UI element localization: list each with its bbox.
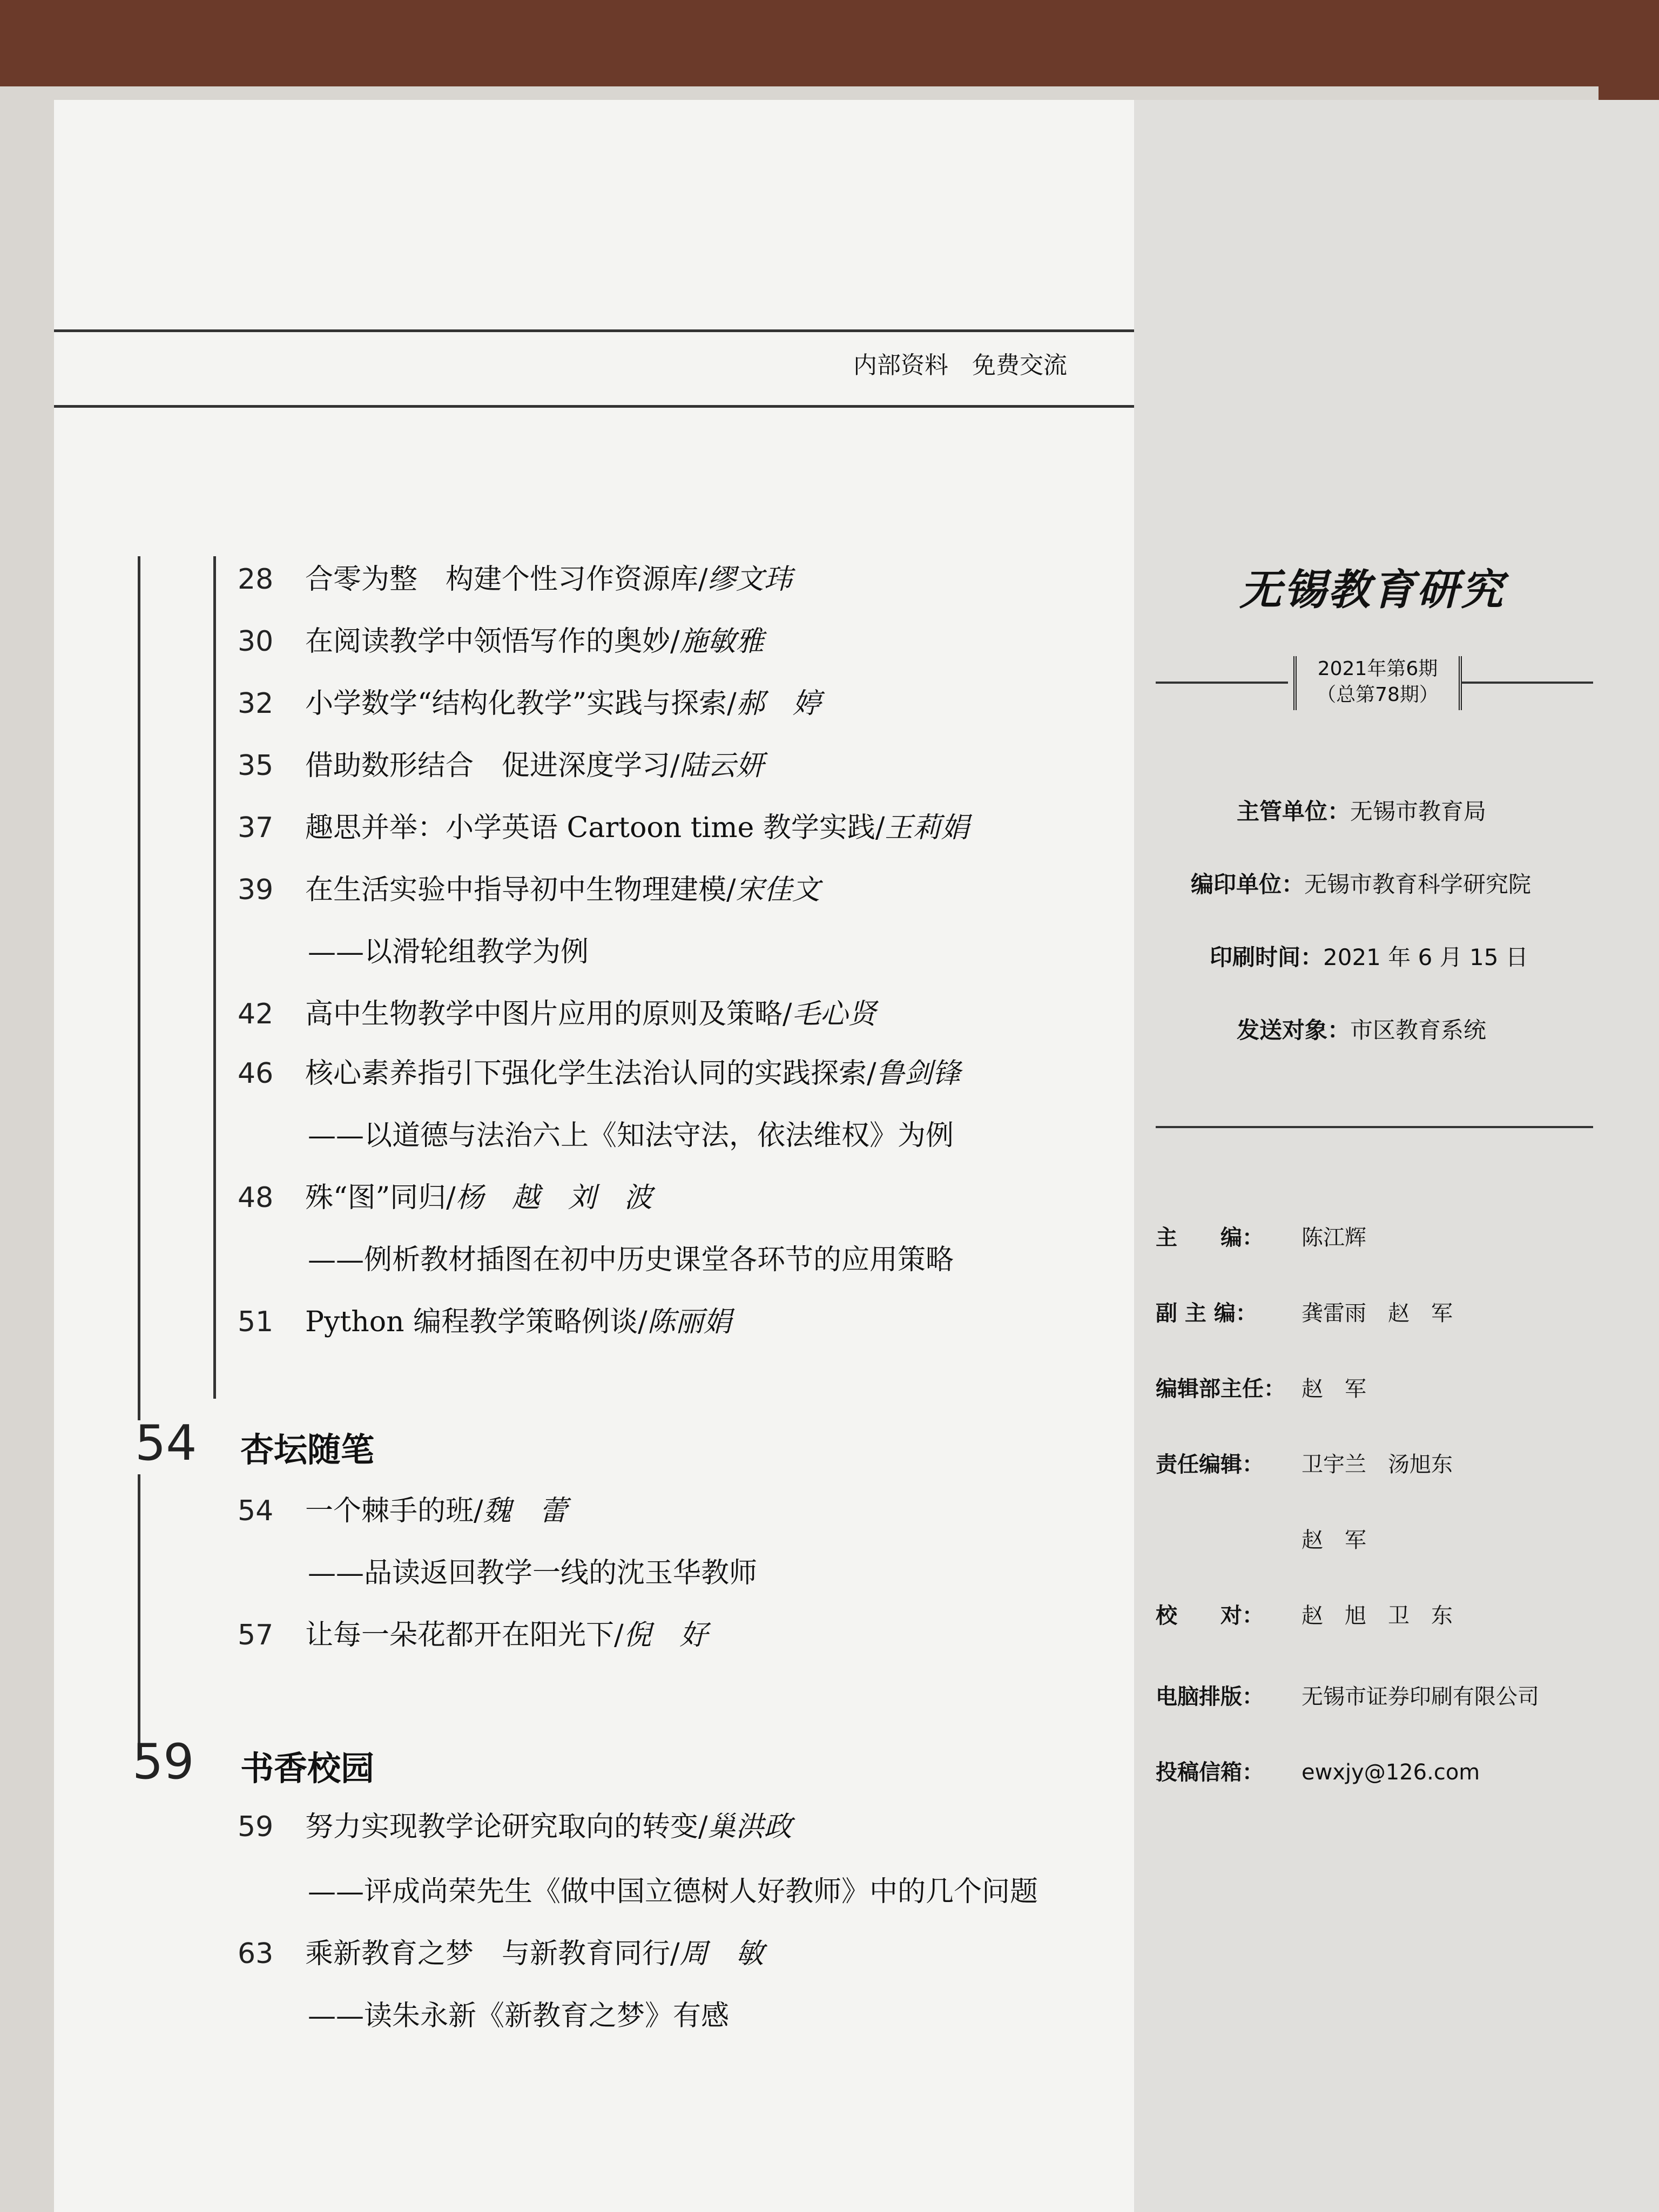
staff-label: 编辑部主任： xyxy=(1156,1377,1285,1401)
header-rule xyxy=(54,329,1134,332)
section-page-number: 54 xyxy=(135,1415,197,1472)
toc-title: 趣思并举：小学英语 Cartoon time 教学实践 xyxy=(305,812,875,844)
section-title: 书香校园 xyxy=(240,1749,375,1788)
toc-entry: 37 趣思并举：小学英语 Cartoon time 教学实践 / 王莉娟 xyxy=(238,805,969,845)
toc-title: Python 编程教学策略例谈 xyxy=(305,1306,638,1338)
info-row xyxy=(1237,1013,1486,1045)
toc-title: 合零为整 构建个性习作资源库 xyxy=(305,563,699,596)
toc-page-number: 63 xyxy=(238,1938,274,1970)
toc-author: 魏 蕾 xyxy=(483,1495,568,1527)
toc-subtitle: ——以滑轮组教学为例 xyxy=(308,936,589,968)
staff-row xyxy=(1156,1755,1480,1786)
toc-title: 借助数形结合 促进深度学习 xyxy=(305,750,671,782)
staff-value: 陈江辉 xyxy=(1301,1225,1366,1250)
toc-page-number: 37 xyxy=(238,812,274,844)
toc-page-number: 28 xyxy=(238,563,274,596)
toc-subtitle: ——以道德与法治六上《知法守法，依法维权》为例 xyxy=(308,1120,954,1152)
info-value: 无锡市教育局 xyxy=(1350,798,1487,825)
staff-value: 赵 军 xyxy=(1301,1528,1366,1553)
toc-page-number: 48 xyxy=(238,1182,274,1214)
journal-name: 无锡教育研究 xyxy=(1239,565,1506,615)
toc-entry: 46 核心素养指引下强化学生法治认同的实践探索 / 鲁剑锋 xyxy=(238,1050,961,1091)
toc-author: 宋佳文 xyxy=(736,874,820,906)
issue-number: 2021年第6期 xyxy=(1317,658,1438,680)
staff-value: ewxjy@126.com xyxy=(1301,1760,1480,1785)
header-rule-lower xyxy=(54,405,1134,408)
staff-label: 责任编辑： xyxy=(1156,1452,1264,1477)
toc-page-number: 32 xyxy=(238,687,274,720)
staff-label: 副 主 编： xyxy=(1156,1301,1257,1326)
toc-page-number: 57 xyxy=(238,1619,274,1651)
staff-value: 龚雷雨 赵 军 xyxy=(1301,1301,1453,1326)
info-label: 印刷时间： xyxy=(1210,944,1324,970)
info-value: 市区教育系统 xyxy=(1350,1017,1487,1043)
toc-entry: 59 努力实现教学论研究取向的转变 / 巢洪政 xyxy=(238,1804,792,1844)
toc-title: 在阅读教学中领悟写作的奥妙 xyxy=(305,625,671,658)
toc-author: 周 敏 xyxy=(679,1938,764,1970)
staff-label: 电脑排版： xyxy=(1156,1684,1264,1709)
toc-entry: 32 小学数学“结构化教学”实践与探索 / 郝 婷 xyxy=(238,680,821,721)
toc-title: 一个棘手的班 xyxy=(305,1495,474,1527)
toc-page-number: 46 xyxy=(238,1057,274,1090)
toc-title: 小学数学“结构化教学”实践与探索 xyxy=(305,687,727,720)
masthead-divider xyxy=(1156,1126,1593,1128)
info-value: 2021 年 6 月 15 日 xyxy=(1323,944,1528,970)
toc-author: 巢洪政 xyxy=(707,1811,792,1843)
toc-author: 鲁剑锋 xyxy=(876,1057,961,1090)
toc-author: 王莉娟 xyxy=(885,812,969,844)
info-label: 编印单位： xyxy=(1191,871,1305,898)
staff-row xyxy=(1156,1447,1453,1478)
toc-title: 努力实现教学论研究取向的转变 xyxy=(305,1811,699,1843)
toc-subtitle: ——读朱永新《新教育之梦》有感 xyxy=(308,2000,730,2032)
staff-value: 赵 旭 卫 东 xyxy=(1301,1603,1453,1628)
toc-page-number: 59 xyxy=(238,1811,274,1843)
toc-page-number: 42 xyxy=(238,998,274,1030)
info-row xyxy=(1237,794,1486,826)
staff-label: 主 编： xyxy=(1156,1225,1264,1250)
toc-entry: 57 让每一朵花都开在阳光下 / 倪 好 xyxy=(238,1612,708,1653)
info-row xyxy=(1210,940,1528,972)
toc-author: 陈丽娟 xyxy=(647,1306,732,1338)
toc-entry: 35 借助数形结合 促进深度学习 / 陆云妍 xyxy=(238,743,764,783)
toc-entry: 28 合零为整 构建个性习作资源库 / 缪文玮 xyxy=(238,556,792,597)
toc-entry: 63 乘新教育之梦 与新教育同行 / 周 敏 xyxy=(238,1931,764,1971)
toc-inner-rule xyxy=(213,556,216,1399)
staff-value: 卫宇兰 汤旭东 xyxy=(1301,1452,1453,1477)
section-title: 杏坛随笔 xyxy=(240,1430,375,1469)
toc-page-number: 35 xyxy=(238,750,274,782)
staff-value: 无锡市证券印刷有限公司 xyxy=(1301,1684,1539,1709)
toc-title: 在生活实验中指导初中生物理建模 xyxy=(305,874,727,906)
toc-entry: 42 高中生物教学中图片应用的原则及策略 / 毛心贤 xyxy=(238,991,876,1031)
staff-row xyxy=(1156,1599,1453,1629)
toc-author: 陆云妍 xyxy=(679,750,764,782)
staff-row xyxy=(1156,1680,1539,1710)
toc-page-number: 30 xyxy=(238,625,274,658)
toc-entry: 51 Python 编程教学策略例谈 / 陈丽娟 xyxy=(238,1299,732,1339)
staff-row xyxy=(1156,1296,1453,1327)
info-label: 主管单位： xyxy=(1237,798,1351,825)
toc-author: 毛心贤 xyxy=(792,998,876,1030)
staff-row xyxy=(1156,1523,1366,1554)
issue-total: （总第78期） xyxy=(1317,684,1439,706)
toc-author: 郝 婷 xyxy=(736,687,821,720)
toc-author: 杨 越 刘 波 xyxy=(455,1182,652,1214)
toc-subtitle: ——例析教材插图在初中历史课堂各环节的应用策略 xyxy=(308,1244,954,1276)
toc-title: 殊“图”同归 xyxy=(305,1182,447,1214)
staff-label: 投稿信箱： xyxy=(1156,1760,1264,1785)
staff-value: 赵 军 xyxy=(1301,1377,1366,1401)
toc-entry: 54 一个棘手的班 / 魏 蕾 xyxy=(238,1488,568,1528)
toc-subtitle: ——评成尚荣先生《做中国立德树人好教师》中的几个问题 xyxy=(308,1876,1038,1908)
toc-author: 缪文玮 xyxy=(707,563,792,596)
toc-page-number: 39 xyxy=(238,874,274,906)
masthead-column xyxy=(1134,100,1659,2212)
staff-row xyxy=(1156,1220,1366,1251)
toc-subtitle: ——品读返回教学一线的沈玉华教师 xyxy=(308,1557,758,1589)
toc-page-number: 51 xyxy=(238,1306,274,1338)
info-row xyxy=(1191,867,1531,899)
toc-author: 施敏雅 xyxy=(679,625,764,658)
toc-author: 倪 好 xyxy=(623,1619,708,1651)
toc-left-rule xyxy=(138,556,140,1420)
toc-title: 乘新教育之梦 与新教育同行 xyxy=(305,1938,671,1970)
staff-label: 校 对： xyxy=(1156,1603,1264,1628)
toc-entry: 39 在生活实验中指导初中生物理建模 / 宋佳文 xyxy=(238,867,820,907)
issue-box xyxy=(1293,656,1462,710)
issue-rule-right xyxy=(1461,682,1593,684)
toc-title: 核心素养指引下强化学生法治认同的实践探索 xyxy=(305,1057,867,1090)
toc-page-number: 54 xyxy=(238,1495,274,1527)
toc-entry: 30 在阅读教学中领悟写作的奥妙 / 施敏雅 xyxy=(238,618,764,659)
header-label: 内部资料 免费交流 xyxy=(853,352,1067,379)
toc-title: 高中生物教学中图片应用的原则及策略 xyxy=(305,998,783,1030)
info-value: 无锡市教育科学研究院 xyxy=(1304,871,1532,898)
section-page-number: 59 xyxy=(132,1734,194,1790)
issue-rule-left xyxy=(1156,682,1288,684)
staff-row xyxy=(1156,1372,1366,1402)
section-rule xyxy=(138,1474,140,1755)
toc-title: 让每一朵花都开在阳光下 xyxy=(305,1619,615,1651)
info-label: 发送对象： xyxy=(1237,1017,1351,1043)
toc-entry: 48 殊“图”同归 / 杨 越 刘 波 xyxy=(238,1175,652,1215)
